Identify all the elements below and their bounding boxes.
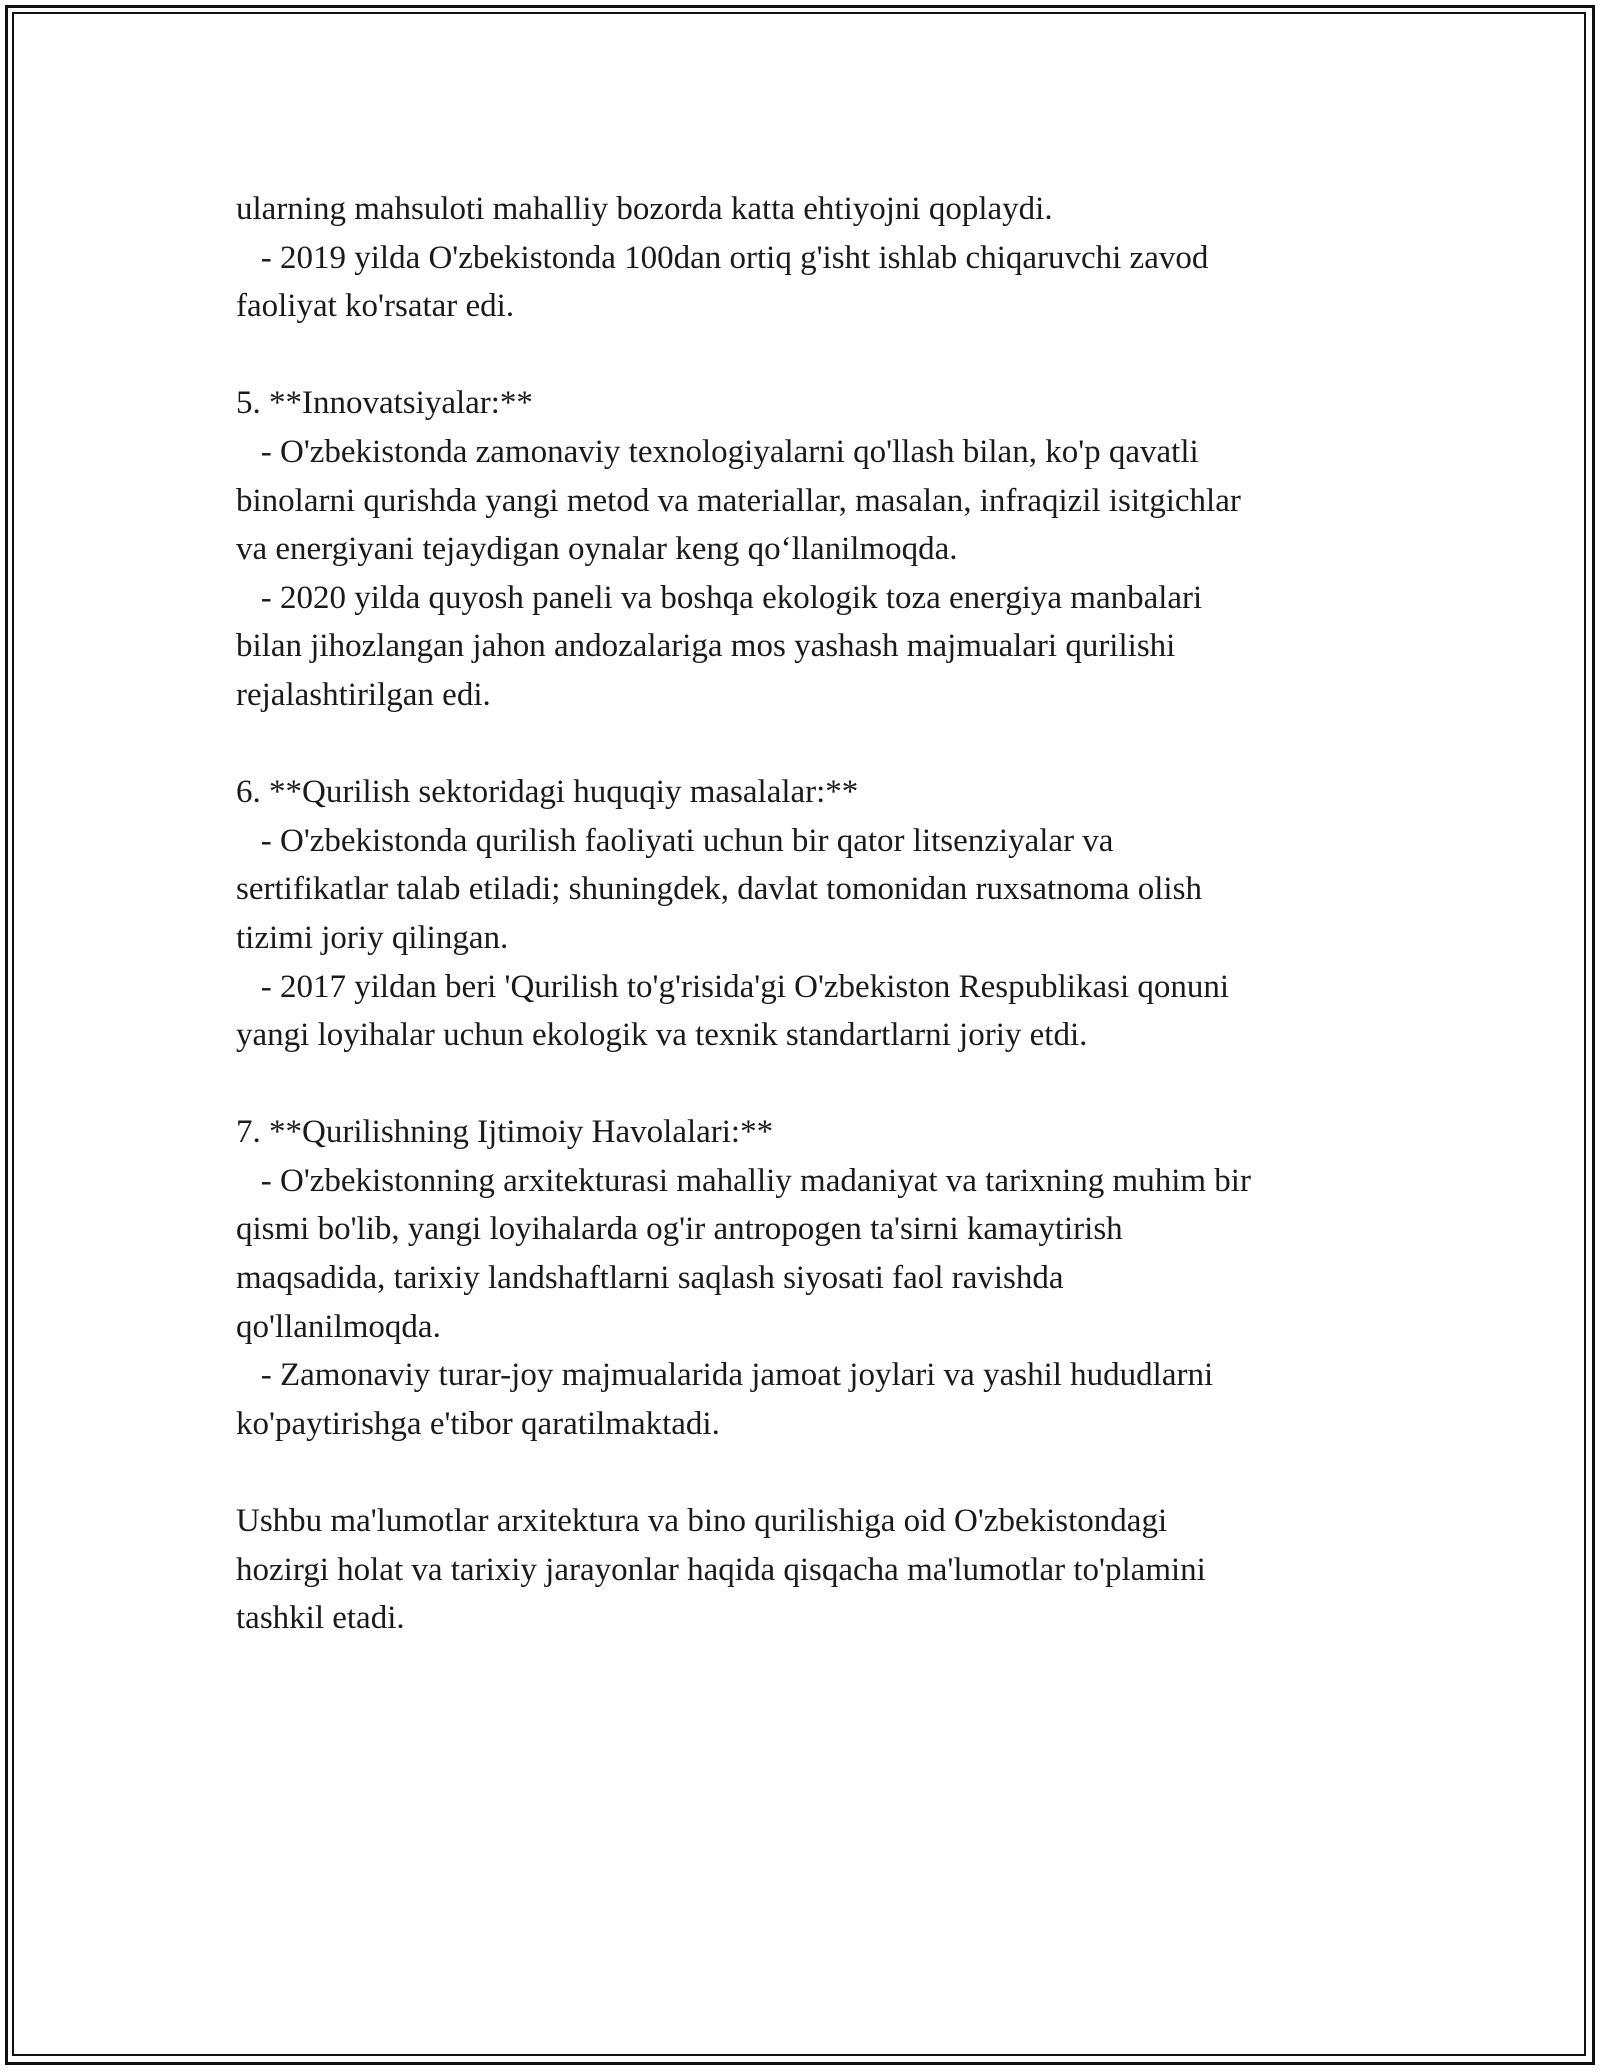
text-line: - O'zbekistonda qurilish faoliyati uchun bir qator litsenziyalar va <box>236 822 1114 859</box>
text-line: - Zamonaviy turar-joy majmualarida jamoat joylari va yashil hududlarni <box>236 1357 1214 1394</box>
text-line: binolarni qurishda yangi metod va materiallar, masalan, infraqizil isitgichlar <box>236 482 1241 519</box>
text-line: va energiyani tejaydigan oynalar keng qo‘llanilmoqda. <box>236 531 958 568</box>
text-line: qo'llanilmoqda. <box>236 1308 441 1345</box>
paragraph-gap <box>236 331 1386 380</box>
section-heading: 6. **Qurilish sektoridagi huquqiy masalalar:** <box>236 774 859 811</box>
section-heading: 5. **Innovatsiyalar:** <box>236 385 533 422</box>
text-line: ularning mahsuloti mahalliy bozorda katta ehtiyojni qoplaydi. <box>236 191 1053 227</box>
text-line: bilan jihozlangan jahon andozalariga mos yashash majmualari qurilishi <box>236 628 1176 665</box>
text-line: qismi bo'lib, yangi loyihalarda og'ir antropogen ta'sirni kamaytirish <box>236 1211 1123 1248</box>
text-line: ko'paytirishga e'tibor qaratilmaktadi. <box>236 1405 720 1442</box>
text-line: - O'zbekistonning arxitekturasi mahalliy madaniyat va tarixning muhim bir <box>236 1162 1251 1199</box>
text-line: - 2017 yildan beri 'Qurilish to'g'risida'gi O'zbekiston Respublikasi qonuni <box>236 968 1230 1005</box>
text-line: faoliyat ko'rsatar edi. <box>236 288 515 325</box>
paragraph-gap <box>236 1448 1386 1497</box>
paragraph-gap <box>236 720 1386 769</box>
paragraph-gap <box>236 1060 1386 1109</box>
document-body <box>236 185 1386 1643</box>
text-line: sertifikatlar talab etiladi; shuningdek, davlat tomonidan ruxsatnoma olish <box>236 871 1202 908</box>
text-line: hozirgi holat va tarixiy jarayonlar haqida qisqacha ma'lumotlar to'plamini <box>236 1551 1206 1588</box>
text-line: tashkil etadi. <box>236 1600 405 1637</box>
text-line: tizimi joriy qilingan. <box>236 919 509 956</box>
text-line: - O'zbekistonda zamonaviy texnologiyalarni qo'llash bilan, ko'p qavatli <box>236 433 1199 470</box>
text-line: - 2020 yilda quyosh paneli va boshqa ekologik toza energiya manbalari <box>236 579 1203 616</box>
text-line: Ushbu ma'lumotlar arxitektura va bino qurilishiga oid O'zbekistondagi <box>236 1503 1168 1540</box>
text-line: rejalashtirilgan edi. <box>236 676 491 713</box>
text-line: maqsadida, tarixiy landshaftlarni saqlash siyosati faol ravishda <box>236 1260 1064 1297</box>
text-line: yangi loyihalar uchun ekologik va texnik standartlarni joriy etdi. <box>236 1017 1088 1054</box>
section-heading: 7. **Qurilishning Ijtimoiy Havolalari:** <box>236 1114 774 1151</box>
text-line: - 2019 yilda O'zbekistonda 100dan ortiq g'isht ishlab chiqaruvchi zavod <box>236 239 1209 276</box>
